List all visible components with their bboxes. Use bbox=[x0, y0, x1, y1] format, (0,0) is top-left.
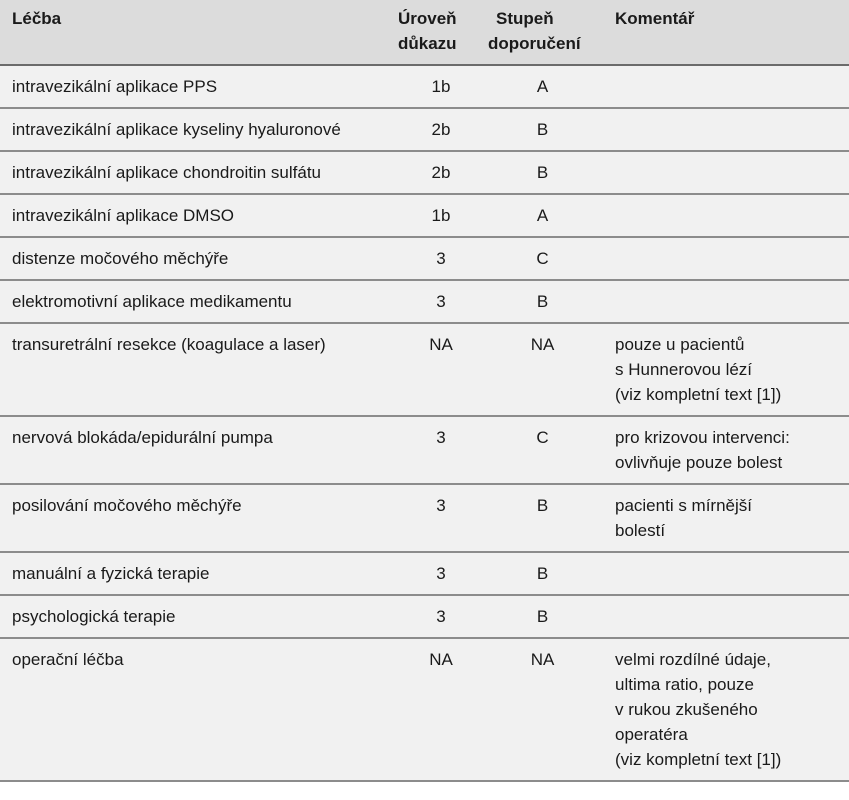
cell-recommendation-grade: A bbox=[536, 77, 549, 96]
cell-treatment: transuretrální resekce (koagulace a laser) bbox=[12, 335, 326, 354]
table-row bbox=[0, 416, 849, 484]
header-grade-line: Stupeň bbox=[496, 9, 554, 28]
cell-recommendation-grade: C bbox=[536, 249, 549, 268]
header-evidence-line: důkazu bbox=[398, 34, 457, 53]
table-header-row bbox=[0, 0, 849, 65]
cell-comment bbox=[601, 484, 849, 552]
comment-line: v rukou zkušeného bbox=[615, 700, 758, 719]
cell-comment bbox=[601, 638, 849, 781]
comment-line: velmi rozdílné údaje, bbox=[615, 650, 771, 669]
cell-evidence-level: NA bbox=[429, 650, 453, 669]
cell-treatment: intravezikální aplikace chondroitin sulfátu bbox=[12, 163, 322, 182]
cell-comment bbox=[601, 151, 849, 194]
cell-evidence-level: 3 bbox=[436, 564, 446, 583]
cell-comment bbox=[601, 416, 849, 484]
cell-treatment: intravezikální aplikace kyseliny hyaluronové bbox=[12, 120, 341, 139]
cell-evidence-level: NA bbox=[429, 335, 453, 354]
comment-line: operatéra bbox=[615, 725, 688, 744]
header-treatment: Léčba bbox=[0, 0, 398, 65]
cell-recommendation-grade: B bbox=[536, 496, 549, 515]
cell-treatment: psychologická terapie bbox=[12, 607, 176, 626]
cell-evidence-level: 3 bbox=[436, 496, 446, 515]
cell-recommendation-grade: B bbox=[536, 120, 549, 139]
comment-line: pacienti s mírnější bbox=[615, 496, 752, 515]
cell-recommendation-grade: NA bbox=[530, 335, 555, 354]
comment-line: (viz kompletní text [1]) bbox=[615, 385, 782, 404]
cell-evidence-level: 3 bbox=[436, 607, 446, 626]
header-evidence-line: Úroveň bbox=[398, 9, 457, 28]
comment-line: ultima ratio, pouze bbox=[615, 675, 754, 694]
header-recommendation-grade bbox=[484, 0, 601, 65]
cell-evidence-level: 1b bbox=[431, 206, 451, 225]
cell-comment bbox=[601, 237, 849, 280]
table-row bbox=[0, 280, 849, 323]
table-row bbox=[0, 65, 849, 108]
cell-comment bbox=[601, 595, 849, 638]
comment-line: ovlivňuje pouze bolest bbox=[615, 453, 783, 472]
cell-evidence-level: 2b bbox=[431, 120, 451, 139]
cell-evidence-level: 3 bbox=[436, 428, 446, 447]
cell-recommendation-grade: B bbox=[536, 607, 549, 626]
table-row bbox=[0, 323, 849, 416]
cell-treatment: nervová blokáda/epidurální pumpa bbox=[12, 428, 273, 447]
table-row bbox=[0, 638, 849, 781]
comment-line: (viz kompletní text [1]) bbox=[615, 750, 782, 769]
cell-evidence-level: 1b bbox=[431, 77, 451, 96]
table-row bbox=[0, 237, 849, 280]
cell-treatment: operační léčba bbox=[12, 650, 124, 669]
cell-comment bbox=[601, 65, 849, 108]
cell-comment bbox=[601, 280, 849, 323]
table-row bbox=[0, 194, 849, 237]
cell-treatment: elektromotivní aplikace medikamentu bbox=[12, 292, 292, 311]
header-evidence-level bbox=[398, 0, 484, 65]
cell-treatment: intravezikální aplikace DMSO bbox=[12, 206, 235, 225]
comment-line: pouze u pacientů bbox=[615, 335, 745, 354]
cell-comment bbox=[601, 323, 849, 416]
comment-line: bolestí bbox=[615, 521, 666, 540]
cell-evidence-level: 3 bbox=[436, 292, 446, 311]
cell-recommendation-grade: C bbox=[536, 428, 549, 447]
cell-comment bbox=[601, 552, 849, 595]
comment-line: pro krizovou intervenci: bbox=[615, 428, 790, 447]
table-row bbox=[0, 595, 849, 638]
cell-comment bbox=[601, 194, 849, 237]
header-comment: Komentář bbox=[601, 0, 849, 65]
cell-treatment: manuální a fyzická terapie bbox=[12, 564, 210, 583]
cell-treatment: intravezikální aplikace PPS bbox=[12, 77, 218, 96]
table-row bbox=[0, 484, 849, 552]
cell-treatment: posilování močového měchýře bbox=[12, 496, 242, 515]
table-row bbox=[0, 552, 849, 595]
cell-evidence-level: 3 bbox=[436, 249, 446, 268]
cell-recommendation-grade: B bbox=[536, 292, 549, 311]
table-row bbox=[0, 151, 849, 194]
header-grade-line: doporučení bbox=[488, 34, 581, 53]
table-body bbox=[0, 65, 849, 781]
cell-comment bbox=[601, 108, 849, 151]
cell-recommendation-grade: NA bbox=[530, 650, 555, 669]
cell-recommendation-grade: B bbox=[536, 163, 549, 182]
cell-treatment: distenze močového měchýře bbox=[12, 249, 229, 268]
cell-recommendation-grade: A bbox=[536, 206, 549, 225]
comment-line: s Hunnerovou lézí bbox=[615, 360, 753, 379]
cell-recommendation-grade: B bbox=[536, 564, 549, 583]
cell-evidence-level: 2b bbox=[431, 163, 451, 182]
table-row bbox=[0, 108, 849, 151]
